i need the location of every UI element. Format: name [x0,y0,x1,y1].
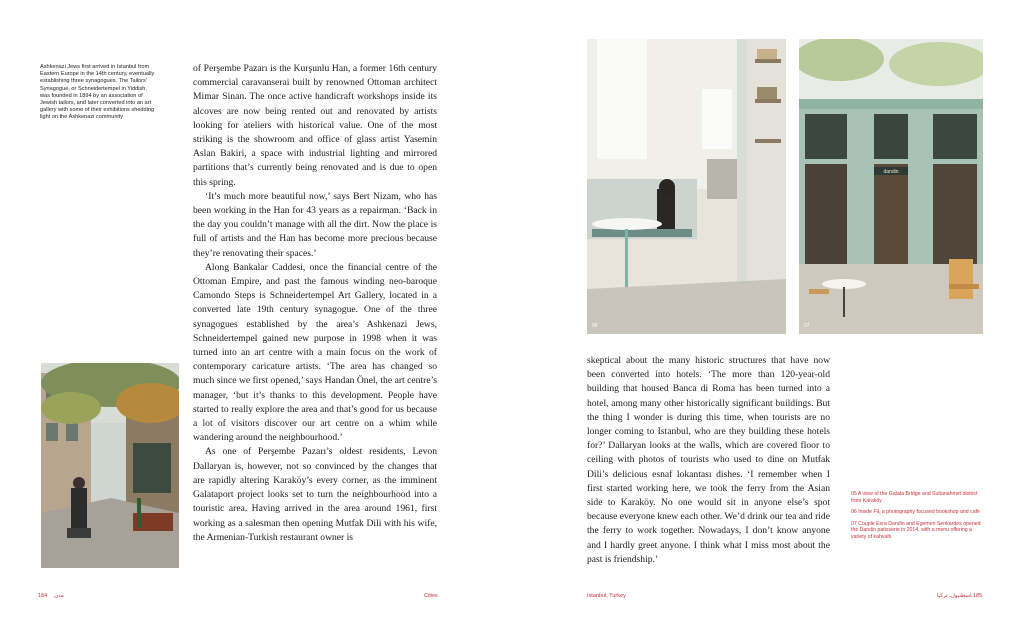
photo-captions [851,491,983,546]
paragraph: ‘It’s much more beautiful now,’ says Bert Nizam, who has been working in the Han for 43 years as a repairman. ‘Back in the day you couldn’t manage with all the dirt. Now the place is full of artists and the Han has become more precious because they’re renovating their spaces.’ [193,190,437,259]
photo-street-gallery [41,363,179,568]
section-arabic-left: مدن [54,593,64,599]
photo-caption-ashkenazi: Ashkenazi Jews first arrived in Istanbul from Eastern Europe in the 14th century, eventually establishing three synagogues. The Tailors' Synagogue, or Schneidertempel in Yiddish, was founded in 1894 by an association of Jewish tailors, and later converted into an art gallery with some of their exhibitions shedding light on the Ashkenazi community [40,64,155,121]
photo-number: 07 [804,323,810,329]
body-column-right [587,354,830,567]
dandin-sign: dandin [883,169,899,175]
paragraph: As one of Perşembe Pazarı’s oldest residents, Levon Dallaryan is, however, not so convinced by the changes that are rapidly altering Karaköy’s every corner, as the imminent Galataport project looks set to turn the neighbourhood into a touristic area. Having arrived in the area around 1961, first working as a salesman then opening Mutfak Dili with his wife, the Armenian-Turkish restaurant owner is [193,446,437,543]
photo-fil-bookshop [587,39,786,334]
page-number-right: 185 [973,593,983,599]
body-column-left [193,62,437,545]
page-number-left: 184 [38,593,48,599]
section-arabic-right: اسطنبول، تركيا [937,593,972,599]
caption-06: 06 Inside Fil, a photography focused bookshop and café [851,509,980,516]
section-label-right: Istanbul, Turkey [587,593,626,599]
caption-05: 05 A view of the Galata Bridge and Sultanahmet district from Karaköy [851,491,978,504]
paragraph: skeptical about the many historic structures that have now been converted into hotels. ‘The more than 120-year-old building that housed Banca di Roma has been turned into a hotel, among many other historically significant buildings. But the thing I wonder is during this time, when tourists are no longer coming to Istanbul, who are they building these hotels for?’ Dallaryan looks at the walls, which are covered floor to ceiling with photos of tourists who used to dine on Mutfak Dili’s delicious esnaf lokantası dishes. ‘I remember when I first started working here, we took the ferry from the Asian side to Karaköy. No one would sit in anyone else’s spot because everyone knew each other. We’d drink our tea and ride the ferry to work together. Nowadays, I don’t know anyone and I hardly greet anyone. I think what I miss most about the past is friendship.’ [587,355,830,565]
section-label-left: Cities [424,593,438,599]
photo-dandin-patisserie [799,39,983,334]
paragraph: Along Bankalar Caddesi, once the financial centre of the Ottoman Empire, and past the famous winding neo-baroque Camondo Steps is Schneidertempel Art Gallery, located in a converted late 19th century synagogue. One of the three synagogues established by the area’s Ashkenazi Jews, Schneidertempel gained new purpose in 1998 when it was turned into an art centre with a main focus on the work of contemporary caricature artists. ‘The area has changed so much since we first opened,’ says Handan Önel, the art centre’s manager, ‘but it’s thanks to this development. People have started to really explore the area and that’s good for us because a lot of visitors discover our art centre on a whim while wandering around the neighbourhood.’ [193,261,437,444]
paragraph: of Perşembe Pazarı is the Kurşunlu Han, a former 16th century commercial caravanserai built by renowned Ottoman architect Mimar Sinan. The once active handicraft workshops inside its alcoves are now being rented out and renovated by artists looking for ateliers with historical value. One of the most striking is the showroom and office of glass artist Yasemin Aslan Bakiri, a space with industrial lighting and mirrored partitions that’s currently being renovated and is due to open this spring. [193,63,437,188]
caption-07: 07 Couple Esra Dandin and Egemen Senkardes opened the Dandin patisserie in 2014, with a menu offering a variety of kahvaltı [851,520,981,540]
photo-number: 06 [592,323,598,329]
